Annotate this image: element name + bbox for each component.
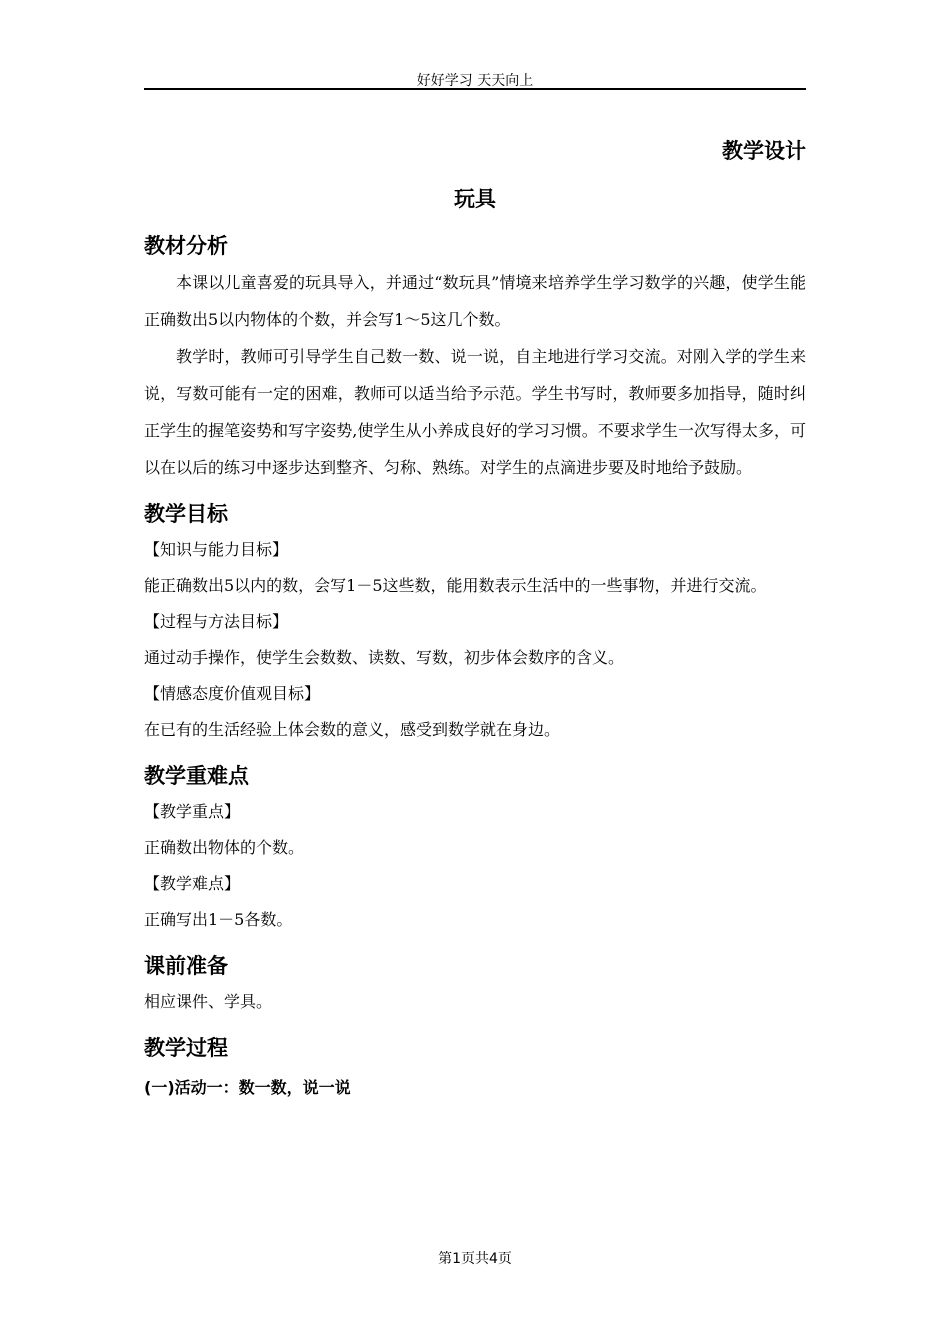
section-goals	[144, 496, 806, 748]
section-analysis	[144, 228, 806, 486]
goal-label-knowledge: 【知识与能力目标】	[144, 540, 289, 559]
key-point-text: 正确数出物体的个数。	[144, 838, 305, 857]
key-point-label: 【教学重点】	[144, 802, 241, 821]
difficult-point-label: 【教学难点】	[144, 874, 241, 893]
header-divider	[144, 88, 806, 90]
preparation-text: 相应课件、学具。	[144, 992, 273, 1011]
goal-label-process: 【过程与方法目标】	[144, 612, 289, 631]
section-heading: 教材分析	[144, 234, 228, 258]
section-key-points	[144, 758, 806, 938]
section-heading: 教学目标	[144, 502, 228, 526]
activity-heading: (一)活动一：数一数，说一说	[144, 1078, 351, 1097]
difficult-point-text: 正确写出1－5各数。	[144, 910, 293, 929]
analysis-paragraph-2: 教学时，教师可引导学生自己数一数、说一说，自主地进行学习交流。对刚入学的学生来说，写数可能有一定的困难，教师可以适当给予示范。学生书写时，教师要多加指导，随时纠正学生的握笔姿势和写字姿势,使学生从小养成良好的学习习惯。不要求学生一次写得太多，可以在以后的练习中逐步达到整齐、匀称、熟练。对学生的点滴进步要及时地给予鼓励。	[144, 347, 806, 477]
section-heading: 课前准备	[144, 954, 228, 978]
section-preparation	[144, 948, 806, 1020]
page-header: 好好学习 天天向上	[416, 73, 534, 89]
goal-label-emotion: 【情感态度价值观目标】	[144, 684, 321, 703]
page-footer: 第1页共4页	[438, 1251, 512, 1267]
section-process	[144, 1030, 806, 1106]
goal-text-knowledge: 能正确数出5以内的数，会写1－5这些数，能用数表示生活中的一些事物，并进行交流。	[144, 576, 767, 595]
document-body	[144, 132, 806, 1106]
document-type-label: 教学设计	[722, 139, 806, 163]
goal-text-emotion: 在已有的生活经验上体会数的意义，感受到数学就在身边。	[144, 720, 561, 739]
analysis-paragraph-1: 本课以儿童喜爱的玩具导入，并通过“数玩具”情境来培养学生学习数学的兴趣，使学生能正确数出5以内物体的个数，并会写1～5这几个数。	[144, 273, 806, 329]
lesson-title: 玩具	[454, 187, 496, 211]
goal-text-process: 通过动手操作，使学生会数数、读数、写数，初步体会数序的含义。	[144, 648, 625, 667]
section-heading: 教学过程	[144, 1036, 228, 1060]
section-heading: 教学重难点	[144, 764, 249, 788]
